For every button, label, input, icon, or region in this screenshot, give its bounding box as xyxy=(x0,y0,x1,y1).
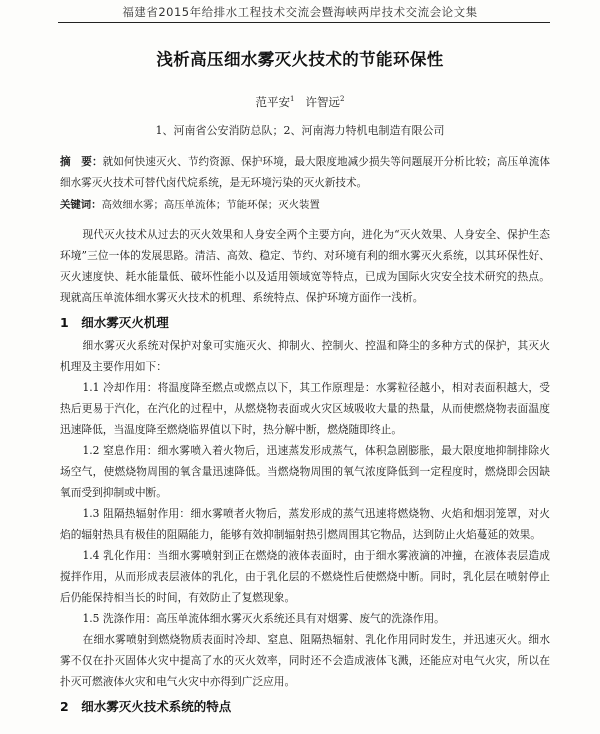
section-2-heading: 2 细水雾灭火技术系统的特点 xyxy=(60,699,232,714)
paragraph: 在细水雾喷射到燃烧物质表面时冷却、窒息、阻隔热辐射、乳化作用同时发生，并迅速灭火。细水雾不仅在扑灭固体火灾中提高了水的灭火效率，同时还不会造成液体飞溅，还能应对电气火灾，所以在扑灭可燃液体火灾和电气火灾中亦得到广泛应用。 xyxy=(60,633,550,688)
paper-title: 浅析高压细水雾灭火技术的节能环保性 xyxy=(156,50,444,69)
paragraph: 1.1 冷却作用：将温度降至燃点或燃点以下，其工作原理是：水雾粒径越小，相对表面积越大，受热后更易于汽化，在汽化的过程中，从燃烧物表面或火灾区域吸收大量的热量，从而使燃烧物表面温度迅速降低，当温度降至燃烧临界值以下时，热分解中断，燃烧随即终止。 xyxy=(60,381,550,436)
keywords xyxy=(60,195,550,216)
paragraph: 1.5 洗涤作用：高压单流体细水雾灭火系统还具有对烟雾、废气的洗涤作用。 xyxy=(82,612,445,625)
author-2-sup: 2 xyxy=(339,95,345,104)
paragraph: 1.4 乳化作用：当细水雾喷射到正在燃烧的液体表面时，由于细水雾液滴的冲撞，在液体表层造成搅拌作用，从而形成表层液体的乳化，由于乳化层的不燃烧性后使燃烧中断。同时，乳化层在喷射停止后仍能保持相当长的时间，有效防止了复燃现象。 xyxy=(60,549,550,604)
section-1-heading: 1 细水雾灭火机理 xyxy=(60,315,169,330)
authors xyxy=(0,94,600,110)
running-header: 福建省2015年给排水工程技术交流会暨海峡两岸技术交流会论文集 xyxy=(122,5,478,19)
abstract-label: 摘 要： xyxy=(60,156,103,168)
author-1: 范平安 xyxy=(255,95,291,109)
affiliations: 1、河南省公安消防总队；2、河南海力特机电制造有限公司 xyxy=(155,124,445,137)
author-2: 许智远 xyxy=(305,95,340,109)
keywords-label: 关键词： xyxy=(60,199,102,211)
header-rule xyxy=(58,22,550,23)
paragraph: 细水雾灭火系统对保护对象可实施灭火、抑制火、控制火、控温和降尘的多种方式的保护，其灭火机理及主要作用如下： xyxy=(60,339,550,373)
paragraph: 1.3 阻隔热辐射作用：细水雾喷者火物后，蒸发形成的蒸气迅速将燃烧物、火焰和烟羽笼罩，对火焰的辐射热具有极佳的阻隔能力，能够有效抑制辐射热引燃周围其它物品，达到防止火焰蔓延的效果。 xyxy=(60,507,550,541)
abstract xyxy=(60,152,550,194)
paragraph: 1.2 窒息作用：细水雾喷入着火物后，迅速蒸发形成蒸气，体积急剧膨胀，最大限度地抑制排除火场空气，使燃烧物周围的氧含量迅速降低。当燃烧物周围的氧气浓度降低到一定程度时，燃烧即会因缺氧而受到抑制或中断。 xyxy=(60,444,550,499)
keywords-text: 高效细水雾；高压单流体；节能环保；灭火装置 xyxy=(101,199,320,211)
intro-paragraph: 现代灭火技术从过去的灭火效果和人身安全两个主要方向，进化为“灭火效果、人身安全、保护生态环境”三位一体的发展思路。清洁、高效、稳定、节约、对环境有利的细水雾灭火系统，以其环保性好、灭火速度快、耗水能量低、破坏性能小以及适用领域宽等特点，已成为国际火灾安全技术研究的热点。现就高压单流体细水雾灭火技术的机理、系统特点、保护环境方面作一浅析。 xyxy=(60,228,550,304)
abstract-text: 就如何快速灭火、节约资源、保护环境，最大限度地减少损失等问题展开分析比较；高压单流体细水雾灭火技术可替代卤代烷系统，是无环境污染的灭火新技术。 xyxy=(60,156,551,189)
author-1-sup: 1 xyxy=(290,95,295,104)
section-1-body xyxy=(60,335,550,692)
intro-section xyxy=(60,224,550,308)
